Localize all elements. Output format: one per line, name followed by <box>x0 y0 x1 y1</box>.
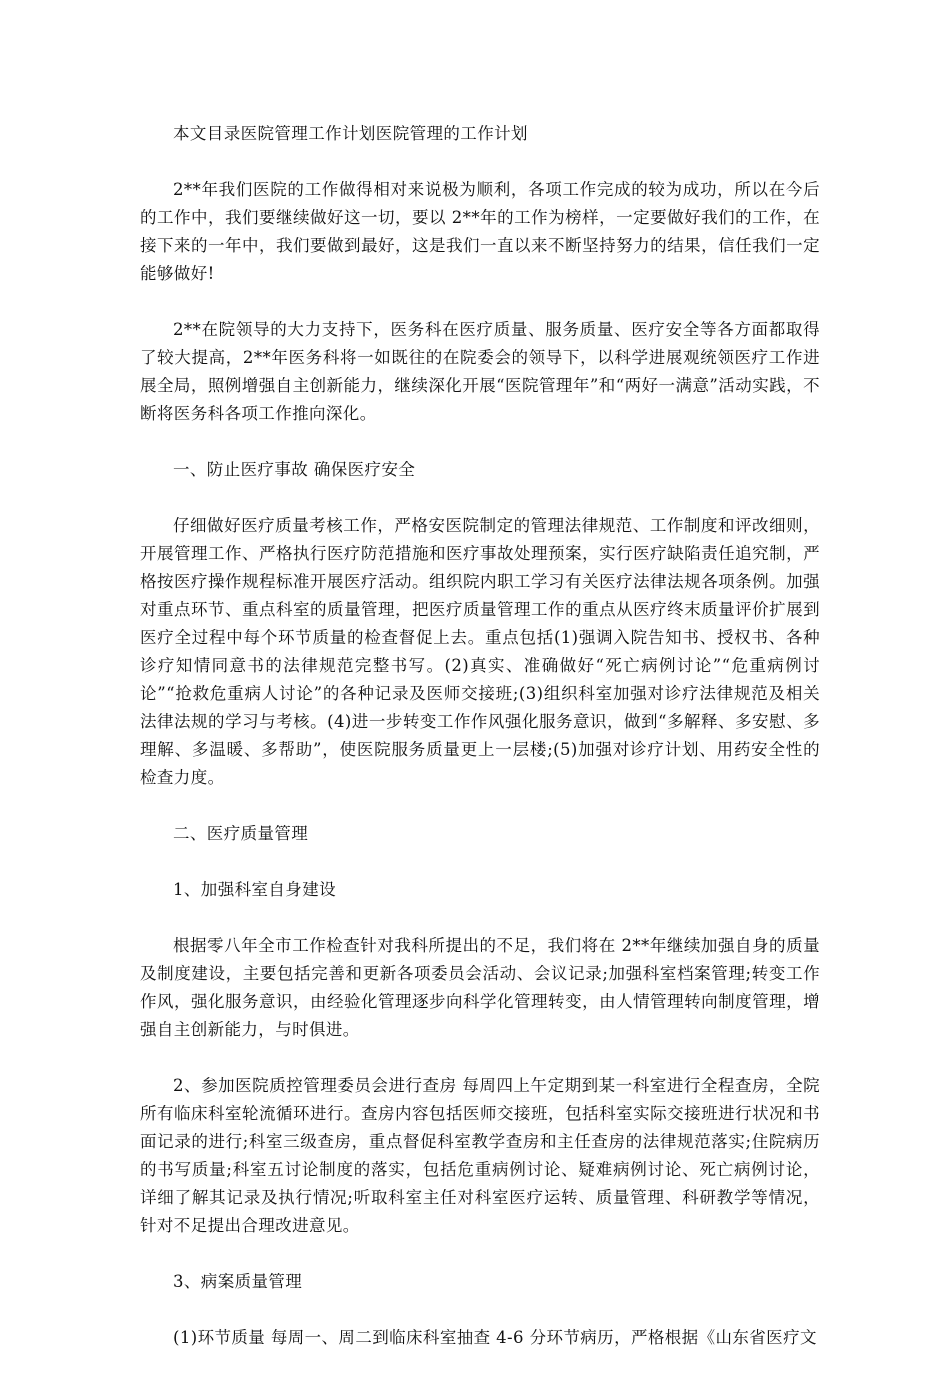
ward-rounds-paragraph: 2、参加医院质控管理委员会进行查房 每周四上午定期到某一科室进行全程查房，全院所有临床科室轮流循环进行。查房内容包括医师交接班，包括科室实际交接班进行状况和书面记录的进行;科室三级查房，重点督促科室教学查房和主任查房的法律规范落实;住院病历的书写质量;科室五讨论制度的落实，包括危重病例讨论、疑难病例讨论、死亡病例讨论，详细了解其记录及执行情况;听取科室主任对科室医疗运转、质量管理、科研教学等情况，针对不足提出合理改进意见。 <box>140 1076 820 1235</box>
intro-paragraph: 2**年我们医院的工作做得相对来说极为顺利，各项工作完成的较为成功，所以在今后的工作中，我们要继续做好这一切，要以 2**年的工作为榜样，一定要做好我们的工作，在接下来的一年中，我们要做到最好，这是我们一直以来不断坚持努力的结果，信任我们一定能够做好! <box>140 180 820 283</box>
dept-building-paragraph: 根据零八年全市工作检查针对我科所提出的不足，我们将在 2**年继续加强自身的质量及制度建设，主要包括完善和更新各项委员会活动、会议记录;加强科室档案管理;转变工作作风，强化服务意识，由经验化管理逐步向科学化管理转变，由人情管理转向制度管理，增强自主创新能力，与时俱进。 <box>140 936 820 1039</box>
section-heading-quality: 二、医疗质量管理 <box>173 824 309 843</box>
records-quality-paragraph: (1)环节质量 每周一、周二到临床科室抽查 4-6 分环节病历，严格根据《山东省医疗文 <box>173 1328 817 1347</box>
subheading-records-quality: 3、病案质量管理 <box>173 1272 303 1291</box>
safety-paragraph: 仔细做好医疗质量考核工作，严格安医院制定的管理法律规范、工作制度和评改细则，开展管理工作、严格执行医疗防范措施和医疗事故处理预案，实行医疗缺陷责任追究制，严格按医疗操作规程标准开展医疗活动。组织院内职工学习有关医疗法律法规各项条例。加强对重点环节、重点科室的质量管理，把医疗质量管理工作的重点从医疗终末质量评价扩展到医疗全过程中每个环节质量的检查督促上去。重点包括(1)强调入院告知书、授权书、各种诊疗知情同意书的法律规范完整书写。(2)真实、准确做好“死亡病例讨论”“危重病例讨论”“抢救危重病人讨论”的各种记录及医师交接班;(3)组织科室加强对诊疗法律规范及相关法律法规的学习与考核。(4)进一步转变工作作风强化服务意识，做到“多解释、多安慰、多理解、多温暖、多帮助”，使医院服务质量更上一层楼;(5)加强对诊疗计划、用药安全性的检查力度。 <box>140 516 820 787</box>
document-title-line: 本文目录医院管理工作计划医院管理的工作计划 <box>173 124 528 143</box>
support-paragraph: 2**在院领导的大力支持下，医务科在医疗质量、服务质量、医疗安全等各方面都取得了较大提高，2**年医务科将一如既往的在院委会的领导下，以科学进展观统领医疗工作进展全局，照例增强自主创新能力，继续深化开展“医院管理年”和“两好一满意”活动实践，不断将医务科各项工作推向深化。 <box>140 320 820 423</box>
section-heading-safety: 一、防止医疗事故 确保医疗安全 <box>173 460 416 479</box>
subheading-dept-building: 1、加强科室自身建设 <box>173 880 336 899</box>
document-page <box>140 120 820 1380</box>
